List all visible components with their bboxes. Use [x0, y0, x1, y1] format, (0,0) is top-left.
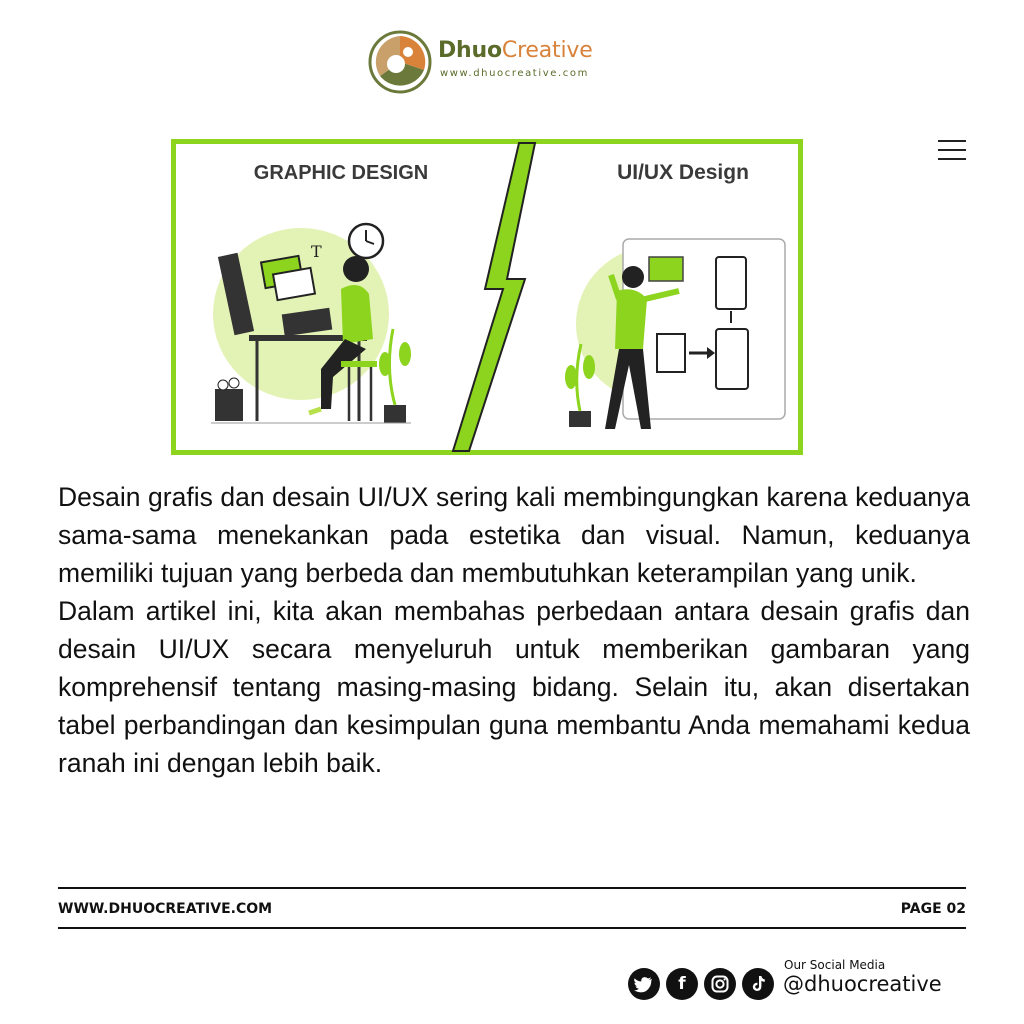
- twitter-icon[interactable]: [628, 968, 660, 1000]
- tiktok-icon[interactable]: [742, 968, 774, 1000]
- article-paragraph-2: Dalam artikel ini, kita akan membahas perbedaan antara desain grafis dan desain UI/UX secara menyeluruh untuk memberikan gambaran yang komprehensif tentang masing-masing bidang. Selain itu, akan disertakan tabel perbandingan dan kesimpulan guna membantu Anda memahami kedua ranah ini dengan lebih baik.: [58, 596, 970, 778]
- brand-url: www.dhuocreative.com: [440, 68, 589, 79]
- banner-left-title: GRAPHIC DESIGN: [253, 162, 429, 184]
- social-media-label: Our Social Media: [784, 958, 886, 972]
- footer-website[interactable]: WWW.DHUOCREATIVE.COM: [58, 901, 273, 917]
- social-media-block: [628, 956, 968, 1006]
- banner-right-title: UI/UX Design: [617, 161, 749, 184]
- brand-logo: [368, 30, 598, 94]
- social-handle[interactable]: @dhuocreative: [783, 972, 942, 996]
- article-paragraph-1: Desain grafis dan desain UI/UX sering kali membingungkan karena keduanya sama-sama menekankan pada estetika dan visual. Namun, keduanya memiliki tujuan yang berbeda dan membutuhkan keterampilan yang unik.: [58, 482, 970, 588]
- instagram-icon[interactable]: [704, 968, 736, 1000]
- facebook-icon[interactable]: f: [666, 968, 698, 1000]
- footer-page-number: PAGE 02: [900, 901, 966, 917]
- brand-name: DhuoCreative: [438, 38, 593, 63]
- menu-icon[interactable]: [936, 138, 968, 162]
- footer-divider-top: [58, 887, 966, 889]
- footer-divider-bottom: [58, 927, 966, 929]
- comparison-banner: [171, 139, 803, 455]
- svg-text:T: T: [311, 242, 322, 261]
- dhuo-logo-icon: [368, 30, 432, 94]
- article-body: [58, 478, 970, 782]
